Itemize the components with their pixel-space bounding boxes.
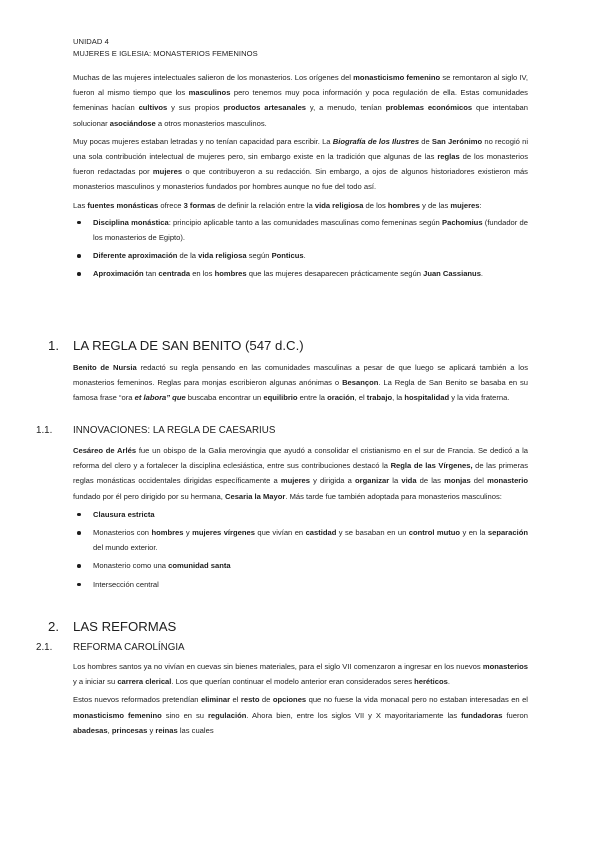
list-item: Monasterio como una comunidad santa [73, 558, 528, 573]
section-2-1-paragraph-2: Estos nuevos reformados pretendían eliminar el resto de opciones que no fuese la vida monacal pero no estaban interesadas en el monasticismo femenino sino en su regulación. Ahora bien, entre los siglos VII y X mayoritariamente las fundadoras fueron abadesas, princesas y reinas las cuales [73, 695, 528, 735]
intro-section [73, 70, 528, 282]
list-item: Diferente aproximación de la vida religiosa según Ponticus. [73, 248, 528, 263]
list-item: Disciplina monástica: principio aplicable tanto a las comunidades masculinas como femeninas según Pachomius (fundador de los monasterios de Egipto). [73, 215, 528, 245]
section-2-1-body [73, 659, 528, 738]
section-title: LAS REFORMAS [73, 619, 177, 634]
list-item: Intersección central [73, 577, 528, 592]
section-number: 1. [48, 338, 59, 353]
section-number: 2. [48, 619, 59, 634]
intro-paragraph-2: Muy pocas mujeres estaban letradas y no tenían capacidad para escribir. La Biografía de los Ilustres de San Jerónimo no recogió ni una sola contribución intelectual de mujeres pero, sin embargo existe en la tradición que algunas de las reglas de los monasterios fueron redactadas por mujeres o que contribuyeron a su redacción. Sin embargo, a ojos de algunos historiadores existieron más monasterios masculinos y monasterios fundados por hombres aunque no fue del todo así. [73, 136, 529, 192]
list-item: Aproximación tan centrada en los hombres que las mujeres desaparecen prácticamente según Juan Cassianus. [73, 266, 528, 281]
list-item: Monasterios con hombres y mujeres vírgenes que vivían en castidad y se basaban en un control mutuo y en la separación del mundo exterior. [73, 525, 528, 555]
monastic-forms-list [73, 215, 528, 282]
section-1-1-body [73, 443, 528, 592]
intro-paragraph-3: Las fuentes monásticas ofrece 3 formas de definir la relación entre la vida religiosa de los hombres y de las mujeres: [73, 200, 482, 210]
section-1-1-paragraph: Cesáreo de Arlés fue un obispo de la Galia merovingia que ayudó a consolidar el cristianismo en el sur de Francia. Se dedicó a la reforma del clero y a fortalecer la disciplina eclesiástica, entre sus contribuciones destacó la Regla de las Vírgenes, de las primeras reglas monásticas occidentales dirigidas específicamente a mujeres y dirigida a organizar la vida de las monjas del monasterio fundado por él pero dirigido por su hermana, Cesaria la Mayor. Más tarde fue también adoptada para monasterios masculinos: [73, 446, 528, 501]
unit-subtitle: MUJERES E IGLESIA: MONASTERIOS FEMENINOS [73, 49, 258, 58]
caesarius-rule-list [73, 507, 528, 592]
document-header [73, 36, 528, 60]
section-1-body [73, 360, 528, 406]
section-number: 2.1. [36, 642, 53, 653]
section-title: INNOVACIONES: LA REGLA DE CAESARIUS [73, 425, 276, 436]
section-number: 1.1. [36, 425, 53, 436]
section-title: LA REGLA DE SAN BENITO (547 d.C.) [73, 338, 304, 353]
section-1-paragraph: Benito de Nursia redactó su regla pensando en las comunidades masculinas a pesar de que luego se aplicará también a los monasterios femeninos. Reglas para monjas escribieron algunas anónimas o Besançon. La Regla de San Benito se basaba en su famosa frase “ora et labora” que buscaba encontrar un equilibrio entre la oración, el trabajo, la hospitalidad y la vida fraterna. [73, 363, 528, 403]
unit-label: UNIDAD 4 [73, 37, 109, 46]
intro-paragraph-1: Muchas de las mujeres intelectuales salieron de los monasterios. Los orígenes del monasticismo femenino se remontaron al siglo IV, fueron al mismo tiempo que los masculinos pero tenemos muy poca información y poca regulación de ella. Estas comunidades femeninas hacían cultivos y sus propios productos artesanales y, a menudo, tenían problemas económicos que intentaban solucionar asociándose a otros monasterios masculinos. [73, 73, 529, 128]
section-title: REFORMA CAROLÍNGIA [73, 642, 185, 653]
section-2-1-paragraph-1: Los hombres santos ya no vivían en cuevas sin bienes materiales, para el siglo VII comenzaron a ingresar en los nuevos monasterios y a iniciar su carrera clerical. Los que querían continuar el modelo anterior eran considerados seres heréticos. [73, 662, 528, 687]
list-item: Clausura estricta [73, 507, 528, 522]
